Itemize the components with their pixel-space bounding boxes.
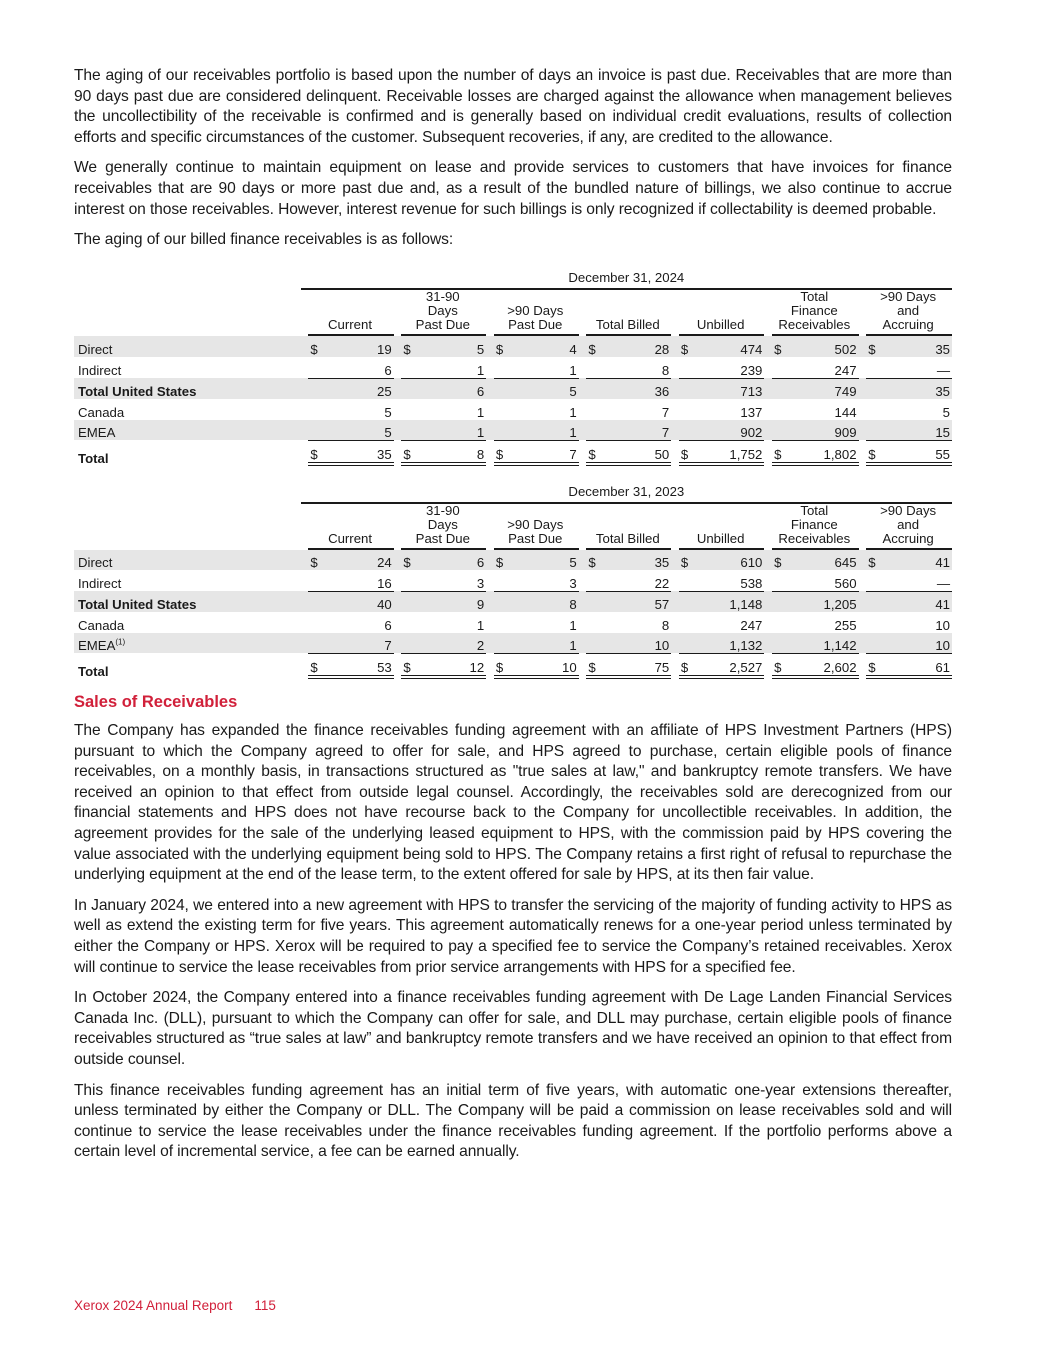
cell-value: 5 <box>384 425 392 441</box>
table-intro: The aging of our billed finance receivables is as follows: <box>74 231 454 249</box>
table-cell <box>772 633 858 654</box>
row-label <box>74 653 301 679</box>
dollar-sign: $ <box>310 446 318 462</box>
table-cell <box>586 378 671 400</box>
column-header-line: 31-90 <box>425 289 460 305</box>
table-cell <box>401 399 486 420</box>
table-row <box>74 633 952 654</box>
column-header-line: Past Due <box>508 317 563 333</box>
table-cell <box>679 336 765 357</box>
table-cell <box>772 420 858 441</box>
column-header <box>586 290 671 336</box>
paragraph: The Company has expanded the finance receivables funding agreement with an affiliate of HPS Investment Partners (HPS) pursuant to which the Company agreed to offer for sale, and HPS agreed to purchase, certain eligible pools of finance receivables, on a monthly basis, in transactions structured as "true sales at law," and bankruptcy remote transfers. We have received an opinion to that effect from outside legal counsel. Accordingly, the receivables sold are derecognized from our financial statements and HPS does not have recourse back to the Company for uncollectible receivables. In addition, the agreement provides for the sale of the underlying leased equipment to HPS, with the commission paid by HPS covering the value associated with the underlying equipment being sold to HPS. The Company retains a first right of refusal to repurchase the underlying equipment at the end of the lease term, to the extent offered for sale by HPS, at its then fair value. <box>74 722 952 884</box>
cell-value: 8 <box>476 446 485 462</box>
table-cell <box>586 399 671 420</box>
column-header-line: Total Billed <box>595 530 660 546</box>
dollar-sign: $ <box>774 446 782 462</box>
column-header-line: Accruing <box>882 317 934 333</box>
table-cell <box>772 399 858 420</box>
table-cell <box>401 591 486 613</box>
aging-tables <box>74 265 952 679</box>
table-cell <box>866 420 952 441</box>
dollar-sign: $ <box>680 660 689 676</box>
cell-value: 5 <box>384 404 392 420</box>
cell-value: 1,142 <box>823 638 857 654</box>
row-label <box>74 591 301 613</box>
cell-value: 7 <box>661 404 670 420</box>
dollar-sign: $ <box>403 446 411 462</box>
table-cell <box>679 591 765 613</box>
row-label-text: Total <box>78 450 109 466</box>
column-header <box>494 504 579 550</box>
table-cell <box>866 357 952 378</box>
table-cell <box>586 550 671 571</box>
table-cell <box>679 357 765 378</box>
dollar-sign: $ <box>403 341 411 357</box>
cell-value: 255 <box>834 617 857 633</box>
column-header <box>866 504 952 550</box>
cell-value: 6 <box>384 617 392 633</box>
cell-value: 474 <box>740 341 763 357</box>
table-cell <box>308 420 393 441</box>
table-cell <box>308 591 393 613</box>
table-cell <box>494 612 579 633</box>
cell-value: 645 <box>834 555 857 571</box>
column-header <box>866 290 952 336</box>
row-label-text: Indirect <box>78 575 122 591</box>
cell-value: 4 <box>569 341 577 357</box>
table-cell <box>679 378 765 400</box>
cell-value: 5 <box>942 404 950 420</box>
row-label <box>74 378 301 400</box>
row-label <box>74 633 301 654</box>
cell-value: 909 <box>834 425 857 441</box>
table-cell <box>401 336 486 357</box>
row-label-text: Total United States <box>78 597 197 613</box>
table-row <box>74 591 952 613</box>
cell-value: 2,527 <box>729 660 763 676</box>
table-cell <box>401 440 486 466</box>
table-cell <box>772 653 858 679</box>
row-label <box>74 440 301 466</box>
cell-value: 137 <box>740 404 763 420</box>
column-header <box>308 504 393 550</box>
column-header-line: Days <box>427 516 458 532</box>
table-cell <box>586 336 671 357</box>
cell-value: — <box>936 362 950 378</box>
dollar-sign: $ <box>774 660 782 676</box>
column-header-line: Finance <box>790 303 838 319</box>
column-header-line: Accruing <box>882 530 934 546</box>
column-header-line: Unbilled <box>696 530 745 546</box>
row-label <box>74 550 301 571</box>
column-header-line: and <box>897 303 920 319</box>
table-cell <box>401 633 486 654</box>
cell-value: 10 <box>562 660 577 676</box>
table-cell <box>401 612 486 633</box>
table-date-header: December 31, 2023 <box>301 478 952 504</box>
row-label <box>74 357 301 378</box>
cell-value: 10 <box>935 638 950 654</box>
row-label-text: EMEA <box>78 638 116 654</box>
dollar-sign: $ <box>588 555 596 571</box>
table-cell <box>401 653 486 679</box>
cell-value: — <box>936 575 950 591</box>
column-header <box>772 504 858 550</box>
cell-value: 1,148 <box>729 597 763 613</box>
cell-value: 1,205 <box>823 597 857 613</box>
row-label-text: EMEA <box>78 425 116 441</box>
report-title: Xerox 2024 Annual Report <box>74 1298 233 1313</box>
table-cell <box>866 378 952 400</box>
table-cell <box>308 612 393 633</box>
dollar-sign: $ <box>680 341 689 357</box>
table-cell <box>586 633 671 654</box>
table-cell <box>772 612 858 633</box>
table-cell <box>401 570 486 591</box>
column-header-line: Receivables <box>778 317 851 333</box>
table-cell <box>772 570 858 591</box>
cell-value: 61 <box>935 660 950 676</box>
table-row <box>74 336 952 357</box>
cell-value: 40 <box>377 597 392 613</box>
table-cell <box>494 550 579 571</box>
table-cell <box>679 399 765 420</box>
cell-value: 247 <box>834 362 857 378</box>
cell-value: 8 <box>569 597 577 613</box>
cell-value: 5 <box>569 384 577 400</box>
table-cell <box>494 399 579 420</box>
column-header <box>494 290 579 336</box>
table-cell <box>772 378 858 400</box>
cell-value: 1 <box>569 425 577 441</box>
dollar-sign: $ <box>495 446 504 462</box>
cell-value: 560 <box>834 575 857 591</box>
cell-value: 1 <box>569 617 577 633</box>
table-cell <box>308 570 393 591</box>
table-row <box>74 550 952 571</box>
column-header-line: Current <box>328 530 373 546</box>
paragraph: In October 2024, the Company entered into a finance receivables funding agreement with De Lage Landen Financial Services Canada Inc. (DLL), pursuant to which the Company can offer for sale, and DLL may purchase, certain eligible pools of finance receivables structured as “true sales at law” and bankruptcy remote transfers and we have received an opinion to that effect from outside counsel. <box>74 989 952 1068</box>
cell-value: 75 <box>654 660 670 676</box>
dollar-sign: $ <box>680 555 689 571</box>
aging-table <box>74 478 952 679</box>
table-cell <box>494 570 579 591</box>
table-cell <box>494 420 579 441</box>
column-header-line: Past Due <box>508 530 563 546</box>
footnote-marker: (1) <box>115 638 126 648</box>
paragraph: In January 2024, we entered into a new agreement with HPS to transfer the servicing of the majority of funding activity to HPS as well as extend the existing term for five years. This agreement automatically renews for a one-year period unless terminated by either the Company or HPS. Xerox will be required to pay a specified fee to service the Company’s retained receivables. Xerox will continue to service the lease receivables from prior service arrangements with HPS for a specified fee. <box>74 896 952 976</box>
cell-value: 12 <box>469 660 485 676</box>
table-cell <box>679 633 765 654</box>
row-label <box>74 612 301 633</box>
cell-value: 144 <box>834 404 857 420</box>
table-cell <box>866 399 952 420</box>
cell-value: 41 <box>935 597 950 613</box>
page-content <box>74 66 952 1173</box>
table-row <box>74 440 952 466</box>
table-cell <box>308 653 393 679</box>
column-header-line: Finance <box>790 516 838 532</box>
table-cell <box>866 570 952 591</box>
paragraph: We generally continue to maintain equipment on lease and provide services to customers that have invoices for finance receivables that are 90 days or more past due and, as a result of the bundled nature of billings, we also continue to accrue interest on those receivables. However, interest revenue for such billings is only recognized if collectability is deemed probable. <box>74 159 952 218</box>
cell-value: 8 <box>661 617 670 633</box>
paragraph: This finance receivables funding agreement has an initial term of five years, with automatic one-year extensions thereafter, unless terminated by either the Company or DLL. The Company will be paid a commission on lease receivables sold and will continue to service the lease receivables under the finance receivables funding agreement. If the portfolio performs above a certain level of incremental service, a fee can be earned annually. <box>74 1081 952 1161</box>
cell-value: 1 <box>476 425 485 441</box>
cell-value: 22 <box>654 575 670 591</box>
row-label-text: Canada <box>78 617 125 633</box>
table-cell <box>494 440 579 466</box>
column-header-line: Unbilled <box>696 317 745 333</box>
table-cell <box>866 653 952 679</box>
table-cell <box>586 653 671 679</box>
cell-value: 15 <box>935 425 950 441</box>
table-cell <box>494 378 579 400</box>
cell-value: 3 <box>569 575 577 591</box>
table-cell <box>401 357 486 378</box>
dollar-sign: $ <box>588 341 596 357</box>
cell-value: 55 <box>935 446 950 462</box>
column-header-line: >90 Days <box>880 289 937 305</box>
table-cell <box>586 440 671 466</box>
table-cell <box>866 633 952 654</box>
row-label <box>74 420 301 441</box>
table-cell <box>308 357 393 378</box>
column-header-line: Total <box>800 289 829 305</box>
section-heading: Sales of Receivables <box>74 693 238 712</box>
cell-value: 3 <box>476 575 485 591</box>
row-label <box>74 570 301 591</box>
cell-value: 610 <box>740 555 763 571</box>
cell-value: 53 <box>377 660 392 676</box>
table-cell <box>679 570 765 591</box>
table-cell <box>494 336 579 357</box>
table-cell <box>866 440 952 466</box>
cell-value: 2 <box>476 638 485 654</box>
dollar-sign: $ <box>495 660 504 676</box>
column-header <box>308 290 393 336</box>
cell-value: 19 <box>377 341 392 357</box>
cell-value: 1,802 <box>823 446 857 462</box>
table-cell <box>586 570 671 591</box>
cell-value: 25 <box>377 384 392 400</box>
table-date-header: December 31, 2024 <box>301 265 952 291</box>
intro-paragraphs <box>74 66 952 251</box>
cell-value: 28 <box>654 341 670 357</box>
table-cell <box>494 653 579 679</box>
table-cell <box>586 420 671 441</box>
row-label-text: Indirect <box>78 362 122 378</box>
cell-value: 1 <box>569 362 577 378</box>
table-cell <box>401 550 486 571</box>
cell-value: 6 <box>476 384 485 400</box>
table-cell <box>679 420 765 441</box>
cell-value: 35 <box>377 446 392 462</box>
dollar-sign: $ <box>868 341 876 357</box>
cell-value: 6 <box>384 362 392 378</box>
table-cell <box>772 357 858 378</box>
cell-value: 5 <box>476 341 485 357</box>
column-header <box>401 504 486 550</box>
column-header <box>679 504 765 550</box>
cell-value: 41 <box>935 555 950 571</box>
column-header-line: and <box>897 516 920 532</box>
table-cell <box>679 440 765 466</box>
table-cell <box>866 591 952 613</box>
cell-value: 713 <box>740 384 763 400</box>
table-row <box>74 653 952 679</box>
table-cell <box>772 336 858 357</box>
table-cell <box>586 591 671 613</box>
table-cell <box>494 591 579 613</box>
column-header-line: Receivables <box>778 530 851 546</box>
table-cell <box>772 591 858 613</box>
column-header-line: Past Due <box>415 317 470 333</box>
row-label-text: Direct <box>78 555 113 571</box>
table-cell <box>401 420 486 441</box>
cell-value: 50 <box>654 446 670 462</box>
cell-value: 7 <box>661 425 670 441</box>
table-cell <box>401 378 486 400</box>
table-cell <box>866 550 952 571</box>
row-label <box>74 399 301 420</box>
cell-value: 7 <box>569 446 577 462</box>
cell-value: 10 <box>935 617 950 633</box>
table-cell <box>866 336 952 357</box>
cell-value: 1,752 <box>729 446 763 462</box>
cell-value: 1 <box>569 638 577 654</box>
dollar-sign: $ <box>588 446 596 462</box>
paragraph: The aging of our receivables portfolio is based upon the number of days an invoice is past due. Receivables that are more than 90 days past due are considered delinquent. Receivable losses are charged against the allowance when management believes the uncollectibility of the receivable is confirmed and is generally based on individual credit evaluations, results of collection efforts and specific circumstances of the customer. Subsequent recoveries, if any, are credited to the allowance. <box>74 67 952 146</box>
column-header-line: >90 Days <box>507 516 564 532</box>
row-label-text: Canada <box>78 404 125 420</box>
column-header-line: 31-90 <box>425 502 460 518</box>
cell-value: 35 <box>935 384 950 400</box>
table-cell <box>308 336 393 357</box>
column-header-line: >90 Days <box>880 502 937 518</box>
table-cell <box>586 357 671 378</box>
cell-value: 36 <box>654 384 670 400</box>
column-header-line: Total Billed <box>595 317 660 333</box>
dollar-sign: $ <box>774 555 782 571</box>
table-row <box>74 399 952 420</box>
row-label-text: Direct <box>78 341 113 357</box>
table-cell <box>308 378 393 400</box>
table-cell <box>866 612 952 633</box>
dollar-sign: $ <box>774 341 782 357</box>
table-cell <box>679 653 765 679</box>
cell-value: 239 <box>740 362 763 378</box>
dollar-sign: $ <box>868 446 876 462</box>
table-row <box>74 612 952 633</box>
cell-value: 35 <box>654 555 670 571</box>
column-header-line: Days <box>427 303 458 319</box>
table-cell <box>308 550 393 571</box>
cell-value: 1,132 <box>729 638 763 654</box>
cell-value: 16 <box>377 575 392 591</box>
table-row <box>74 570 952 591</box>
cell-value: 57 <box>654 597 670 613</box>
table-cell <box>772 440 858 466</box>
column-header-line: Total <box>800 502 829 518</box>
cell-value: 749 <box>834 384 857 400</box>
table-cell <box>679 612 765 633</box>
cell-value: 8 <box>661 362 670 378</box>
cell-value: 6 <box>476 555 485 571</box>
table-row <box>74 357 952 378</box>
dollar-sign: $ <box>310 660 318 676</box>
column-header <box>586 504 671 550</box>
row-label-text: Total <box>78 664 109 680</box>
table-row <box>74 420 952 441</box>
dollar-sign: $ <box>495 555 504 571</box>
cell-value: 1 <box>476 617 485 633</box>
table-cell <box>494 633 579 654</box>
cell-value: 247 <box>740 617 763 633</box>
cell-value: 2,602 <box>823 660 857 676</box>
column-header-line: Current <box>328 317 373 333</box>
column-header-line: Past Due <box>415 530 470 546</box>
table-cell <box>494 357 579 378</box>
table-cell <box>772 550 858 571</box>
cell-value: 902 <box>740 425 763 441</box>
dollar-sign: $ <box>588 660 596 676</box>
sales-paragraphs <box>74 721 952 1163</box>
cell-value: 9 <box>476 597 485 613</box>
column-header <box>772 290 858 336</box>
cell-value: 1 <box>476 362 485 378</box>
table-row <box>74 378 952 400</box>
dollar-sign: $ <box>403 555 411 571</box>
dollar-sign: $ <box>868 660 876 676</box>
cell-value: 7 <box>384 638 392 654</box>
dollar-sign: $ <box>310 341 318 357</box>
page-number: 115 <box>254 1298 276 1313</box>
column-header-line: >90 Days <box>507 303 564 319</box>
column-header <box>679 290 765 336</box>
cell-value: 5 <box>569 555 577 571</box>
column-header <box>401 290 486 336</box>
cell-value: 502 <box>834 341 857 357</box>
cell-value: 538 <box>740 575 763 591</box>
table-cell <box>679 550 765 571</box>
dollar-sign: $ <box>680 446 689 462</box>
cell-value: 35 <box>935 341 950 357</box>
cell-value: 1 <box>569 404 577 420</box>
table-cell <box>586 612 671 633</box>
table-cell <box>308 440 393 466</box>
cell-value: 1 <box>476 404 485 420</box>
cell-value: 10 <box>654 638 670 654</box>
dollar-sign: $ <box>310 555 318 571</box>
table-cell <box>308 399 393 420</box>
page-footer <box>74 1298 276 1313</box>
row-label <box>74 336 301 357</box>
dollar-sign: $ <box>495 341 504 357</box>
dollar-sign: $ <box>403 660 411 676</box>
dollar-sign: $ <box>868 555 876 571</box>
row-label-text: Total United States <box>78 384 197 400</box>
aging-table <box>74 265 952 466</box>
cell-value: 24 <box>377 555 392 571</box>
table-cell <box>308 633 393 654</box>
